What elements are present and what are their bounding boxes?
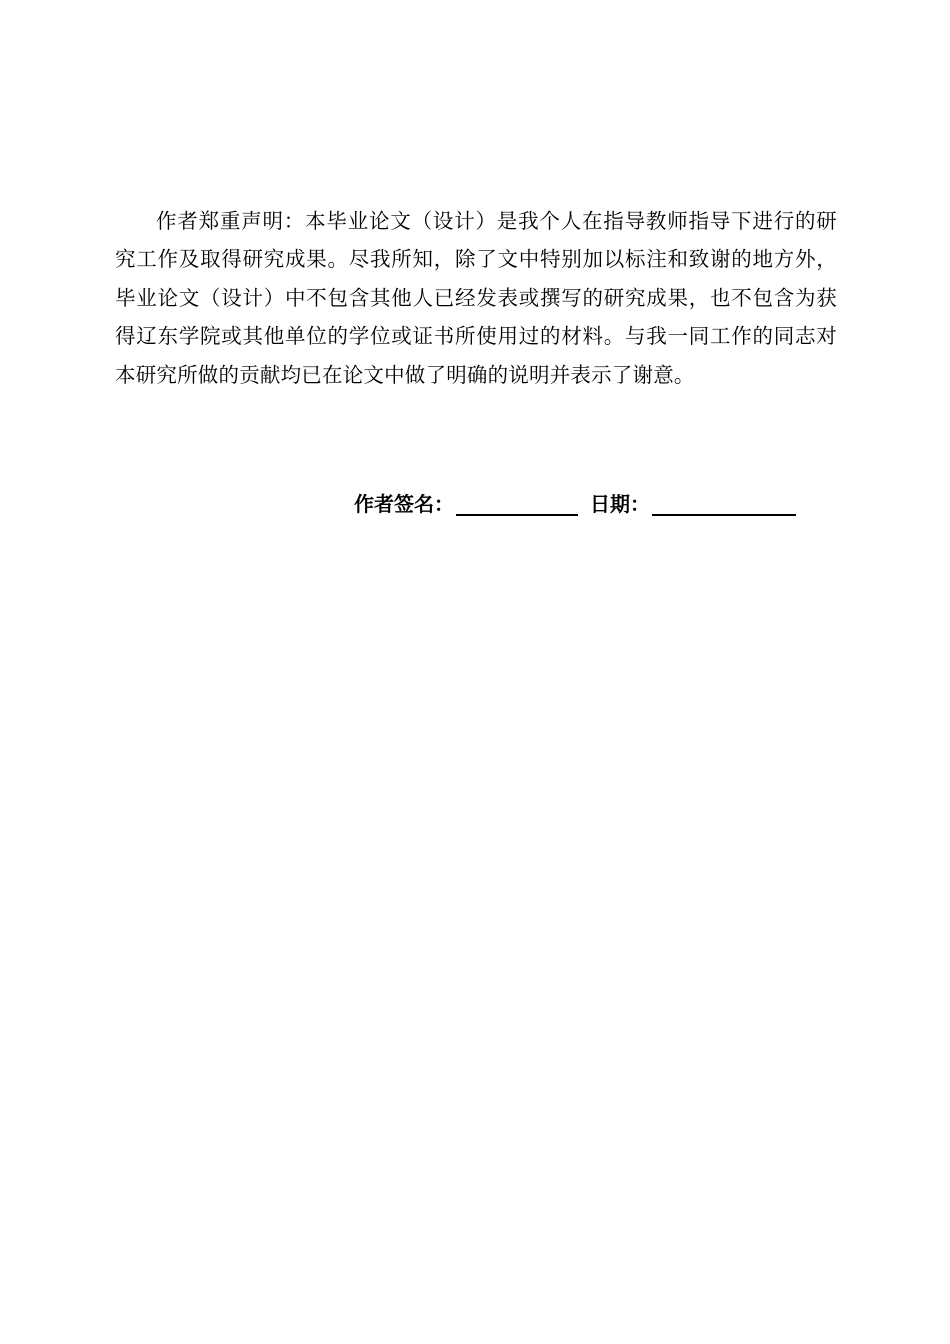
author-signature-blank[interactable]	[456, 488, 578, 516]
date-label: 日期：	[590, 492, 650, 516]
date-blank[interactable]	[652, 488, 796, 516]
signature-line	[354, 483, 824, 519]
author-declaration-paragraph: 作者郑重声明：本毕业论文（设计）是我个人在指导教师指导下进行的研究工作及取得研究成果。尽我所知，除了文中特别加以标注和致谢的地方外，毕业论文（设计）中不包含其他人已经发表或撰写的研究成果，也不包含为获得辽东学院或其他单位的学位或证书所使用过的材料。与我一同工作的同志对本研究所做的贡献均已在论文中做了明确的说明并表示了谢意。	[115, 209, 837, 387]
author-signature-label: 作者签名：	[354, 492, 454, 516]
